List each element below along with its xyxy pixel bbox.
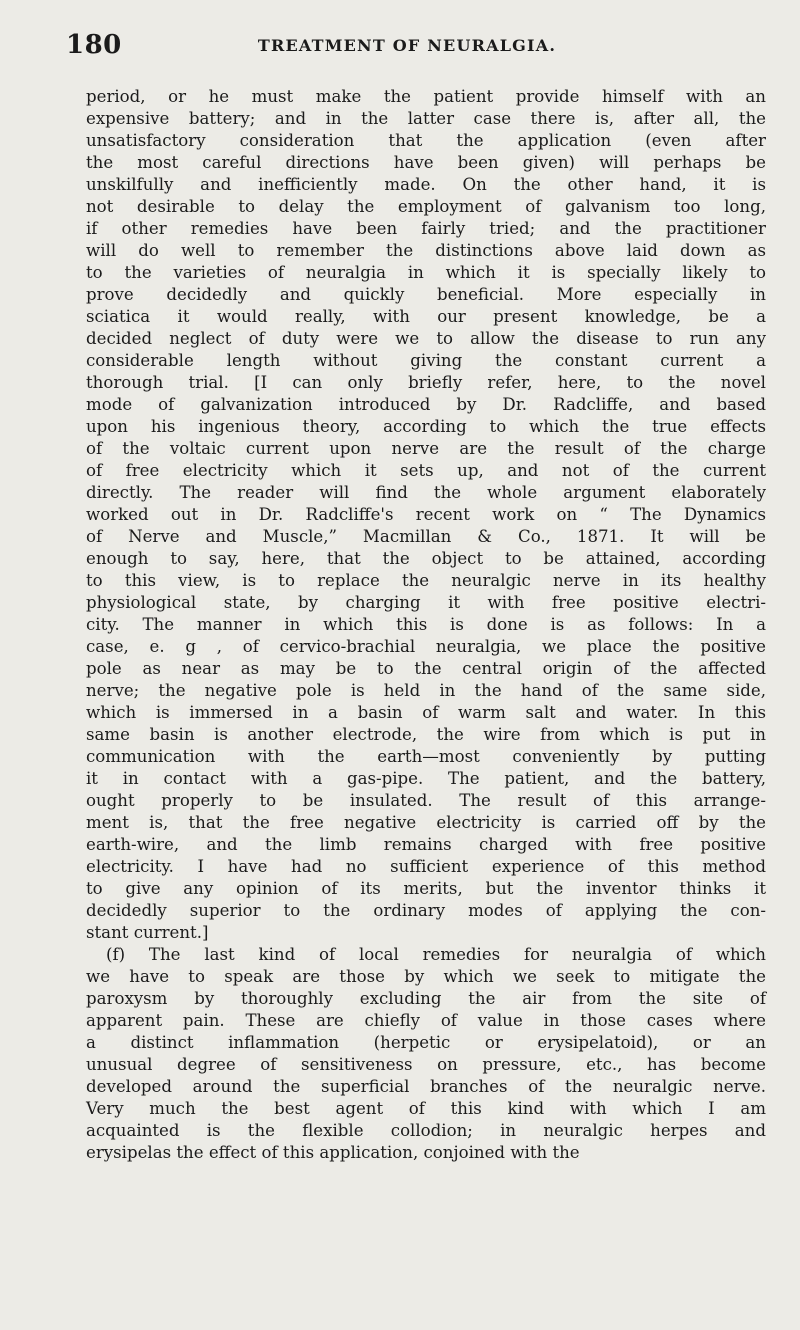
text-line: prove decidedly and quickly beneficial. More especially in: [86, 285, 766, 304]
text-line: decidedly superior to the ordinary modes of applying the con-: [86, 901, 766, 920]
text-line: unsatisfactory consideration that the application (even after: [86, 131, 766, 150]
text-line: to the varieties of neuralgia in which it is specially likely to: [86, 263, 766, 282]
text-line: it in contact with a gas-pipe. The patient, and the battery,: [86, 769, 766, 788]
text-line: expensive battery; and in the latter case there is, after all, the: [86, 109, 766, 128]
text-line: of the voltaic current upon nerve are the result of the charge: [86, 439, 766, 458]
body-text: [86, 86, 766, 1164]
text-line: to this view, is to replace the neuralgic nerve in its healthy: [86, 571, 766, 590]
text-line: nerve; the negative pole is held in the hand of the same side,: [86, 681, 766, 700]
text-line: earth-wire, and the limb remains charged with free positive: [86, 835, 766, 854]
paragraph-local-remedies: [86, 944, 766, 1164]
text-line: thorough trial. [I can only briefly refer, here, to the novel: [86, 373, 766, 392]
text-line: acquainted is the flexible collodion; in neuralgic herpes and: [86, 1121, 766, 1140]
text-line: electricity. I have had no sufficient experience of this method: [86, 857, 766, 876]
text-line: mode of galvanization introduced by Dr. Radcliffe, and based: [86, 395, 766, 414]
text-line: not desirable to delay the employment of galvanism too long,: [86, 197, 766, 216]
text-line: case, e. g , of cervico-brachial neuralgia, we place the positive: [86, 637, 766, 656]
text-line: period, or he must make the patient provide himself with an: [86, 87, 766, 106]
running-title: TREATMENT OF NEURALGIA.: [257, 36, 557, 55]
text-line: pole as near as may be to the central origin of the affected: [86, 659, 766, 678]
text-line: will do well to remember the distinctions above laid down as: [86, 241, 766, 260]
text-line: to give any opinion of its merits, but the inventor thinks it: [86, 879, 766, 898]
text-line: the most careful directions have been given) will perhaps be: [86, 153, 766, 172]
text-line: of Nerve and Muscle,” Macmillan & Co., 1871. It will be: [86, 527, 766, 546]
page-header: [66, 30, 748, 70]
text-line: sciatica it would really, with our present knowledge, be a: [86, 307, 766, 326]
text-line: erysipelas the effect of this application, conjoined with the: [86, 1143, 580, 1162]
text-line: which is immersed in a basin of warm salt and water. In this: [86, 703, 766, 722]
page-number: 180: [66, 30, 122, 60]
text-line: (f) The last kind of local remedies for neuralgia of which: [106, 945, 766, 964]
text-line: Very much the best agent of this kind with which I am: [86, 1099, 766, 1118]
text-line: decided neglect of duty were we to allow the disease to run any: [86, 329, 766, 348]
text-line: of free electricity which it sets up, and not of the current: [86, 461, 766, 480]
text-line: a distinct inflammation (herpetic or erysipelatoid), or an: [86, 1033, 766, 1052]
text-line: if other remedies have been fairly tried; and the practitioner: [86, 219, 766, 238]
text-line: communication with the earth—most conveniently by putting: [86, 747, 766, 766]
text-line: physiological state, by charging it with free positive electri-: [86, 593, 766, 612]
text-line: unusual degree of sensitiveness on pressure, etc., has become: [86, 1055, 766, 1074]
text-line: we have to speak are those by which we seek to mitigate the: [86, 967, 766, 986]
text-line: city. The manner in which this is done is as follows: In a: [86, 615, 766, 634]
text-line: enough to say, here, that the object to be attained, according: [86, 549, 766, 568]
paragraph-galvanism: [86, 86, 766, 944]
text-line: same basin is another electrode, the wire from which is put in: [86, 725, 766, 744]
text-line: upon his ingenious theory, according to which the true effects: [86, 417, 766, 436]
text-line: apparent pain. These are chiefly of value in those cases where: [86, 1011, 766, 1030]
text-line: ought properly to be insulated. The result of this arrange-: [86, 791, 766, 810]
text-line: directly. The reader will find the whole argument elaborately: [86, 483, 766, 502]
text-line: unskilfully and inefficiently made. On the other hand, it is: [86, 175, 766, 194]
text-line: considerable length without giving the constant current a: [86, 351, 766, 370]
text-line: developed around the superficial branches of the neuralgic nerve.: [86, 1077, 766, 1096]
text-line: ment is, that the free negative electricity is carried off by the: [86, 813, 766, 832]
text-line: paroxysm by thoroughly excluding the air from the site of: [86, 989, 766, 1008]
text-line: worked out in Dr. Radcliffe's recent work on “ The Dynamics: [86, 505, 766, 524]
text-line: stant current.]: [86, 923, 209, 942]
